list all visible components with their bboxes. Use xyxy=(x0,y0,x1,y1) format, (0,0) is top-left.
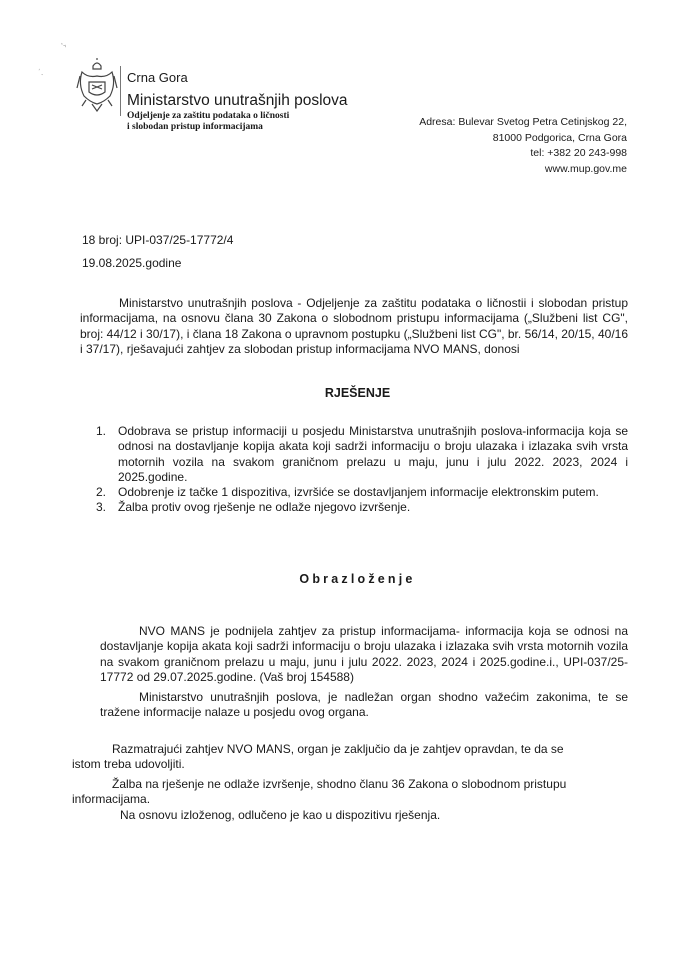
reasoning-title: Obrazloženje xyxy=(299,572,416,586)
item-number: 2. xyxy=(96,485,107,500)
reference-number: 18 broj: UPI-037/25-17772/4 xyxy=(82,233,234,247)
item-number: 3. xyxy=(96,500,107,515)
reasoning-paragraph: Žalba na rješenje ne odlaže izvršenje, shodno članu 36 Zakona o slobodnom pristupu informacijama. xyxy=(72,777,567,807)
decision-item xyxy=(96,424,628,485)
decision-title: RJEŠENJE xyxy=(324,386,391,400)
intro-paragraph: Ministarstvo unutrašnjih poslova - Odjeljenje za zaštitu podataka o ličnostii i slobodan pristup informacijama, na osnovu člana 30 Zakona o slobodnom pristupu informacijama („Službeni list CG", broj: 44/12 i 30/17), i člana 18 Zakona o upravnom postupku („Službeni list CG", br. 56/14, 20/15, 40/16 i 37/17), rješavajući zahtjev za slobodan pristup informacijama NVO MANS, donosi xyxy=(80,296,628,356)
decision-item xyxy=(96,485,628,500)
scan-mark: ˎ ˏ xyxy=(37,63,51,77)
item-text: Odobrava se pristup informaciji u posjedu Ministarstva unutrašnjih poslova-informacija koja se odnosi na dostavljanje kopija akata koji sadrži informaciju o broju ulazaka i izlazaka svih vrsta motornih vozila na svakom graničnom prelazu u maju, junu i julu 2022. 2023, 2024 i 2025.godine. xyxy=(118,424,628,484)
reasoning-paragraph: Na osnovu izloženog, odlučeno je kao u dispozitivu rješenja. xyxy=(120,808,441,822)
item-text: Žalba protiv ovog rješenje ne odlaže njegovo izvršenje. xyxy=(118,500,411,515)
coat-of-arms-icon xyxy=(76,58,118,112)
reasoning-paragraph: Ministarstvo unutrašnjih poslova, je nadležan organ shodno važećim zakonima, te se tražene informacije nalaze u posjedu ovog organa. xyxy=(100,690,628,720)
department-line: i slobodan pristup informacijama xyxy=(127,122,263,132)
address-line: 81000 Podgorica, Crna Gora xyxy=(492,131,627,144)
document-date: 19.08.2025.godine xyxy=(82,256,182,270)
letterhead-divider xyxy=(120,66,121,116)
website: www.mup.gov.me xyxy=(544,162,627,175)
ministry-name: Ministarstvo unutrašnjih poslova xyxy=(127,92,348,109)
department-line: Odjeljenje za zaštitu podataka o ličnosti xyxy=(127,111,290,121)
decision-item xyxy=(96,500,628,515)
address-line: Adresa: Bulevar Svetog Petra Cetinjskog 22, xyxy=(419,116,627,128)
item-text: Odobrenje iz tačke 1 dispozitiva, izvršiće se dostavljanjem informacije elektronskim putem. xyxy=(118,485,599,500)
decision-list xyxy=(96,424,628,516)
reasoning-paragraph: NVO MANS je podnijela zahtjev za pristup informacijama- informacija koja se odnosi na dostavljanje kopija akata koji sadrži informaciju o broju ulazaka i izlazaka svih vrsta motornih vozila na svakom graničnom prelazu u maju, junu i julu 2022. 2023, 2024 i 2025.godine.i., UPI-037/25-17772 od 29.07.2025.godine. (Vaš broj 154588) xyxy=(100,624,628,684)
address-block xyxy=(419,115,627,177)
phone: tel: +382 20 243-998 xyxy=(530,147,627,159)
reasoning-paragraph: Razmatrajući zahtjev NVO MANS, organ je zaključio da je zahtjev opravdan, te da se istom treba udovoljiti. xyxy=(72,742,564,772)
department-name xyxy=(127,111,289,133)
item-number: 1. xyxy=(96,424,107,438)
scan-mark: ˎ‸ xyxy=(59,35,72,48)
country-name: Crna Gora xyxy=(127,70,188,85)
